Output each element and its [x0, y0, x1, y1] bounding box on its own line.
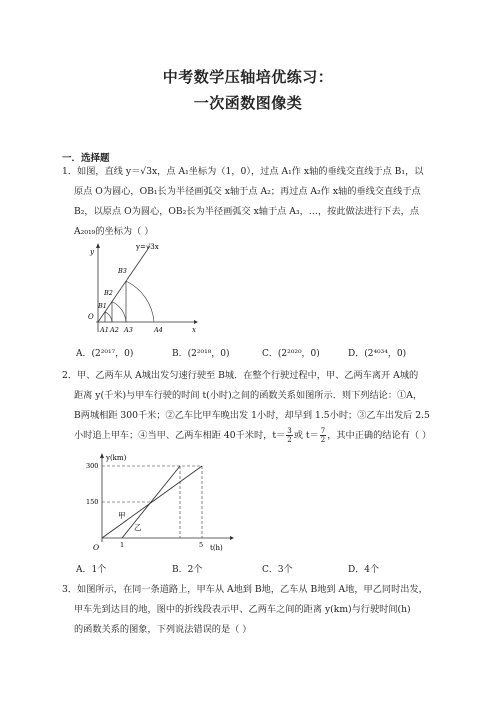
- q1-line3: B₂，以原点 O为圆心，OB₂长为半径画弧交 x轴于点 A₃，…，按此做法进行下去，点: [74, 206, 420, 217]
- question-3: [62, 580, 440, 640]
- q2-line4: [62, 426, 440, 446]
- doc-title-line1: 中考数学压轴培优练习：: [162, 68, 334, 86]
- q1-a2-label: A2: [110, 326, 119, 334]
- q1-line4: A₂₀₁₉的坐标为（ ）: [74, 226, 154, 237]
- q2-option-c[interactable]: C．3个: [262, 565, 293, 575]
- q1-option-c[interactable]: C．(2²⁰²⁰，0): [262, 349, 320, 359]
- q1-origin-label: O: [88, 313, 94, 321]
- question-1: [62, 162, 440, 242]
- q1-figure: [84, 240, 202, 338]
- q1-y-label: y: [90, 248, 94, 256]
- q3-line1: 3．如图所示，在同一条道路上，甲车从 A地到 B地，乙车从 B地到 A地，甲乙同时出发，: [62, 584, 428, 595]
- q2-option-a[interactable]: A．1个: [76, 565, 107, 575]
- q1-arc-3: [126, 281, 154, 322]
- q2-label-jia: 甲: [118, 511, 126, 520]
- q2-xtick-5: 5: [199, 541, 204, 549]
- q1-a1-label: A1: [100, 326, 109, 334]
- section-heading: 一．选择题: [62, 153, 110, 164]
- q2-line-yi: [122, 466, 180, 538]
- q1-line-label: y=√3x: [136, 243, 159, 251]
- q2-option-d[interactable]: D．4个: [348, 565, 379, 575]
- q3-line2: 甲车先到达目的地，图中的折线段表示甲、乙两车之间的距离 y(km)与行驶时间(h): [74, 604, 411, 615]
- q2-figure: [84, 452, 244, 554]
- q1-a3-label: A3: [124, 326, 133, 334]
- q1-option-d[interactable]: D．(2⁴⁰³⁴，0): [348, 349, 407, 359]
- q1-b2-label: B2: [104, 289, 113, 297]
- q2-line1: 2．甲、乙两车从 A城出发匀速行驶至 B城．在整个行驶过程中，甲、乙两车离开 A城的: [62, 370, 419, 381]
- q2-or: 或 t＝: [293, 430, 319, 441]
- q2-label-yi: 乙: [134, 523, 142, 532]
- q2-ytick-150: 150: [86, 498, 99, 506]
- q1-line2: 原点 O为圆心，OB₁长为半径画弧交 x轴于点 A₂；再过点 A₂作 x轴的垂线交直线于点: [74, 186, 421, 197]
- question-2: [62, 366, 440, 446]
- q2-y-label: y(km): [106, 454, 127, 462]
- q2-line4a: 小时追上甲车；④当甲、乙两车相距 40千米时，t＝: [74, 430, 286, 441]
- q1-arc-2: [112, 302, 126, 322]
- q2-line2: 距离 y(千米)与甲车行驶的时间 t(小时)之间的函数关系如图所示．则下列结论：①A，: [74, 390, 423, 401]
- q2-option-b[interactable]: B．2个: [172, 565, 203, 575]
- q1-option-a[interactable]: A．(2²⁰¹⁷，0): [76, 349, 134, 359]
- q2-origin-label: O: [93, 543, 100, 552]
- q1-b3-label: B3: [118, 267, 127, 275]
- q1-x-label: x: [192, 326, 196, 334]
- q1-a4-label: A4: [154, 326, 163, 334]
- doc-title-line2: 一次函数图像类: [193, 94, 303, 112]
- q2-ytick-300: 300: [86, 462, 99, 470]
- q2-x-label: t(h): [210, 544, 223, 552]
- q3-line3: 的函数关系的图象，下列说法错误的是（ ）: [74, 624, 252, 635]
- q2-line4b: ，其中正确的结论有（ ）: [327, 430, 432, 441]
- q1-b1-label: B1: [98, 302, 107, 310]
- q2-xtick-1: 1: [120, 541, 125, 549]
- q1-line1: 1．如图，直线 y＝√3x，点 A₁坐标为（1，0），过点 A₁作 x轴的垂线交直线于点 B₁，以: [62, 166, 424, 177]
- q2-line3: B两城相距 300千米；②乙车比甲车晚出发 1小时，却早到 1.5小时；③乙车出发后 2.5: [74, 410, 430, 421]
- q1-line: [98, 246, 150, 322]
- q1-arc-1: [105, 312, 112, 322]
- q2-frac-2: $\frac{7}{2}$: [320, 427, 326, 444]
- q2-frac-1: $\frac{3}{2}$: [287, 427, 292, 444]
- q1-option-b[interactable]: B．(2²⁰¹⁸，0): [172, 349, 230, 359]
